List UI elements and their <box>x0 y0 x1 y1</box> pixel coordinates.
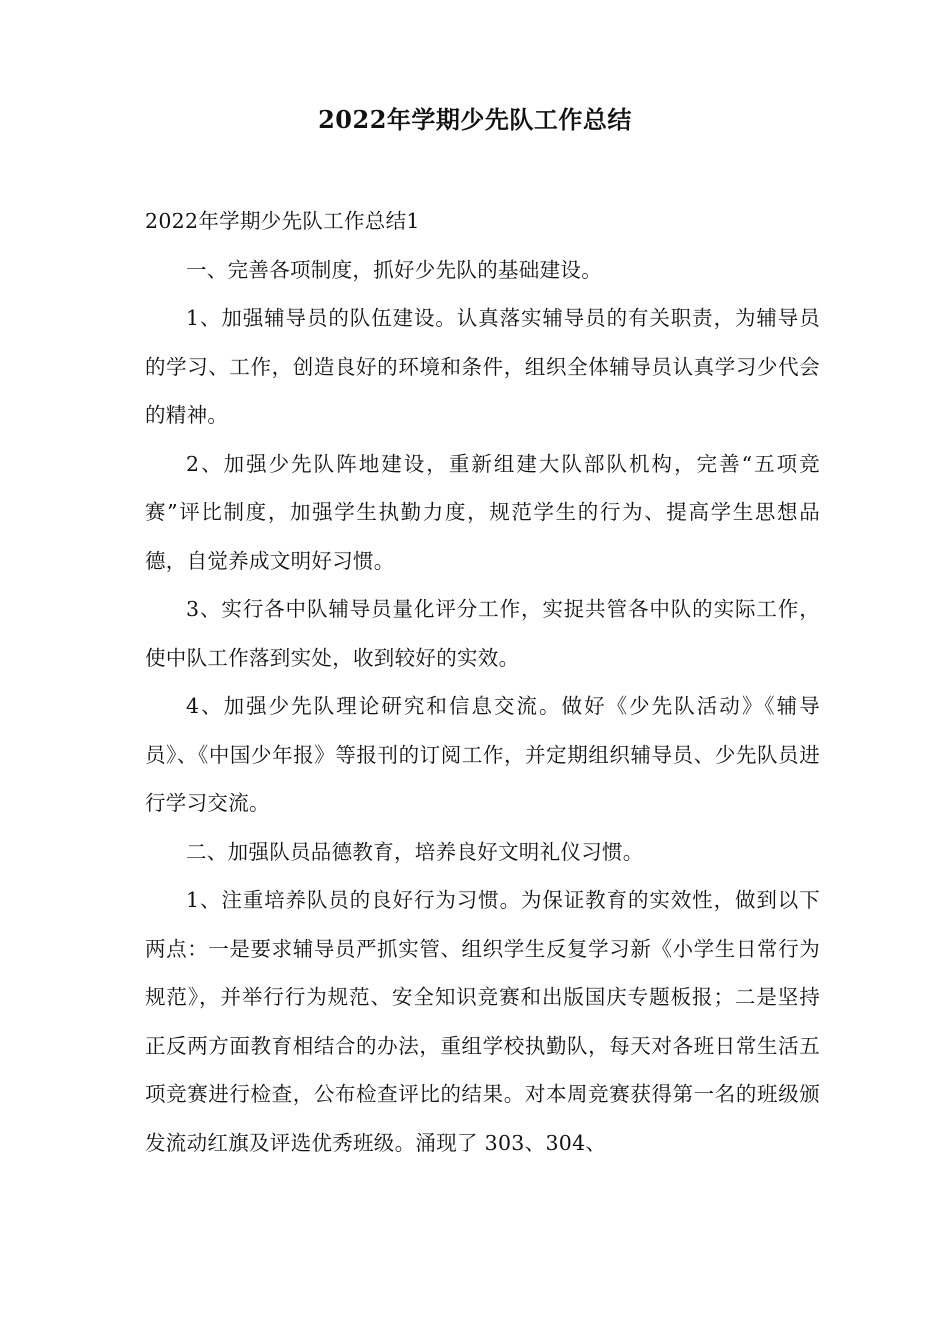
paragraph: 1、注重培养队员的良好行为习惯。为保证教育的实效性，做到以下两点：一是要求辅导员严抓实管、组织学生反复学习新《小学生日常行为规范》，并举行行为规范、安全知识竞赛和出版国庆专题板报；二是坚持正反两方面教育相结合的办法，重组学校执勤队，每天对各班日常生活五项竞赛进行检查，公布检查评比的结果。对本周竞赛获得第一名的班级颁发流动红旗及评选优秀班级。涌现了 303、304、 <box>145 888 820 1155</box>
paragraph: 2、加强少先队阵地建设，重新组建大队部队机构，完善“五项竞赛”评比制度，加强学生执勤力度，规范学生的行为、提高学生思想品德，自觉养成文明好习惯。 <box>145 451 820 573</box>
paragraph: 一、完善各项制度，抓好少先队的基础建设。 <box>186 257 602 282</box>
document-body <box>145 197 820 1167</box>
paragraph: 3、实行各中队辅导员量化评分工作，实捉共管各中队的实际工作，使中队工作落到实处，收到较好的实效。 <box>145 597 820 670</box>
section-heading: 2022年学期少先队工作总结1 <box>145 209 420 233</box>
document-title: 2022年学期少先队工作总结 <box>318 105 632 134</box>
paragraph: 1、加强辅导员的队伍建设。认真落实辅导员的有关职责，为辅导员的学习、工作，创造良好的环境和条件，组织全体辅导员认真学习少代会的精神。 <box>145 306 820 427</box>
paragraph: 4、加强少先队理论研究和信息交流。做好《少先队活动》《辅导员》、《中国少年报》等报刊的订阅工作，并定期组织辅导员、少先队员进行学习交流。 <box>145 694 820 815</box>
paragraph: 二、加强队员品德教育，培养良好文明礼仪习惯。 <box>186 839 644 864</box>
